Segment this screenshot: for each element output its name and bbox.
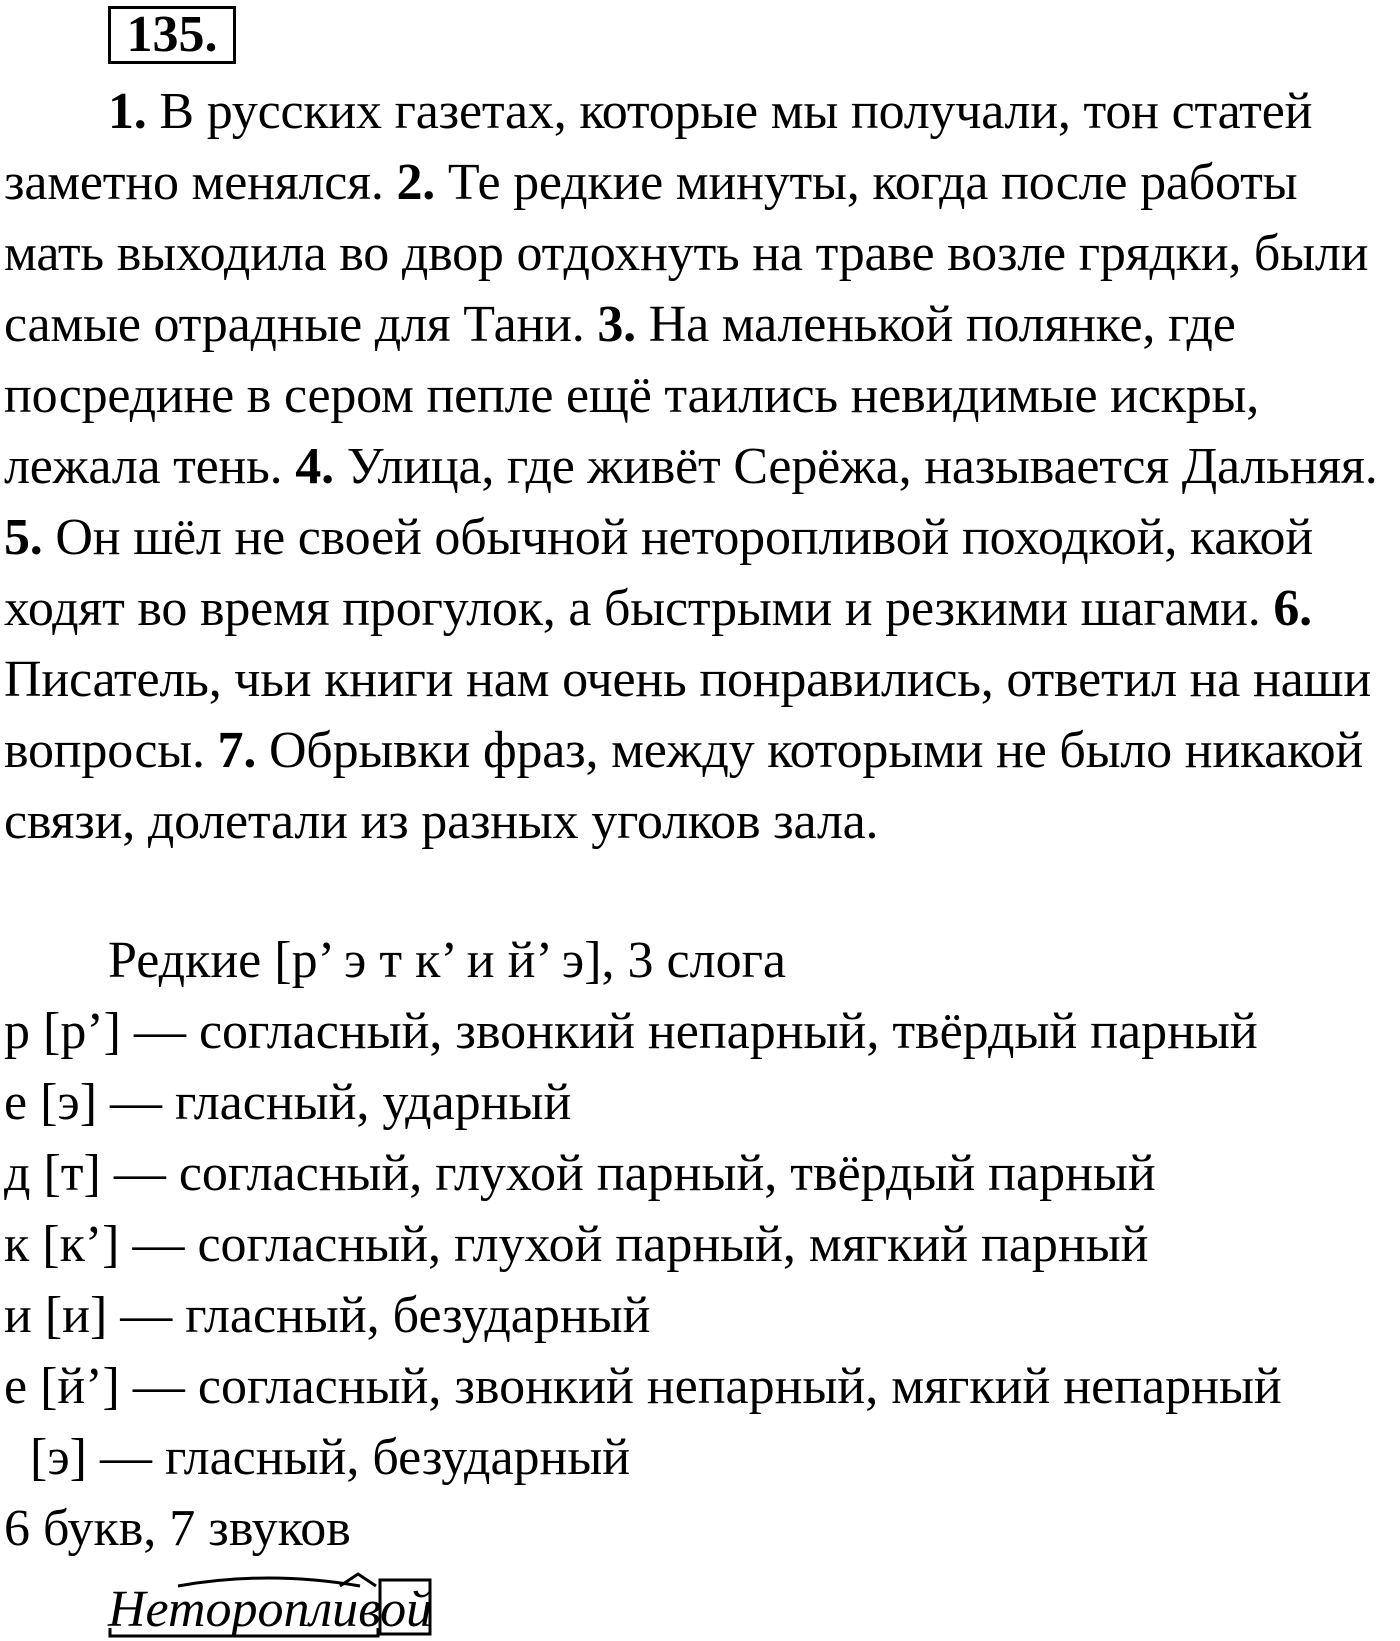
letters-sounds-count: 6 букв, 7 звуков	[4, 1500, 351, 1557]
sentence-text: Те редкие минуты, когда после работы мать выходила во двор отдохнуть на траве возле грядки, были самые отрадные для Тани.	[4, 154, 1369, 353]
exercise-text	[4, 76, 1396, 857]
sentence-number: 4.	[295, 438, 334, 495]
sentence-text: Он шёл не своей обычной неторопливой походкой, какой ходят во время прогулок, а быстрыми и резкими шагами.	[4, 509, 1313, 637]
morpheme-marks	[108, 1572, 448, 1638]
phonetic-line: [э] — гласный, безударный	[4, 1429, 631, 1486]
sentence-number: 6.	[1273, 580, 1312, 637]
sentence-text: На маленькой полянке, где посредине в сером пепле ещё таились невидимые искры, лежала тень.	[4, 296, 1260, 495]
phonetic-line: е [й’] — согласный, звонкий непарный, мягкий непарный	[4, 1358, 1282, 1415]
phonetic-line: е [э] — гласный, ударный	[4, 1074, 572, 1131]
sentence-text: Улица, где живёт Серёжа, называется Дальняя.	[333, 438, 1378, 495]
sentence-number: 2.	[396, 154, 436, 211]
phonetic-line: к [к’] — согласный, глухой парный, мягкий парный	[4, 1216, 1149, 1273]
morpheme-stem-text: Неторопли	[108, 1581, 359, 1638]
sentence-text: В русских газетах, которые мы получали, тон статей заметно менялся.	[4, 83, 1313, 211]
morpheme-ending-text: ой	[380, 1581, 433, 1638]
phonetic-line: и [и] — гласный, безударный	[4, 1287, 651, 1344]
sentence-number: 5.	[4, 509, 43, 566]
phonetic-line: р [р’] — согласный, звонкий непарный, твёрдый парный	[4, 1003, 1258, 1060]
sentence-number: 3.	[597, 296, 636, 353]
sentence-number: 1.	[108, 83, 147, 140]
phonetic-heading: Редкие [р’ э т к’ и й’ э], 3 слога	[108, 932, 786, 989]
sentence-text: Писатель, чьи книги нам очень понравились, ответил на наши вопросы.	[4, 651, 1371, 779]
ending-box	[380, 1580, 430, 1634]
root-arc	[178, 1578, 360, 1586]
sentence-text: Обрывки фраз, между которыми не было никакой связи, долетали из разных уголков зала.	[4, 722, 1363, 850]
morpheme-analysis	[108, 1572, 448, 1638]
stem-bracket	[110, 1628, 378, 1636]
sentence-number: 7.	[217, 722, 257, 779]
phonetic-line: д [т] — согласный, глухой парный, твёрдый парный	[4, 1145, 1156, 1202]
morpheme-suffix-text: в	[358, 1581, 381, 1638]
exercise-number: 135.	[108, 6, 236, 64]
